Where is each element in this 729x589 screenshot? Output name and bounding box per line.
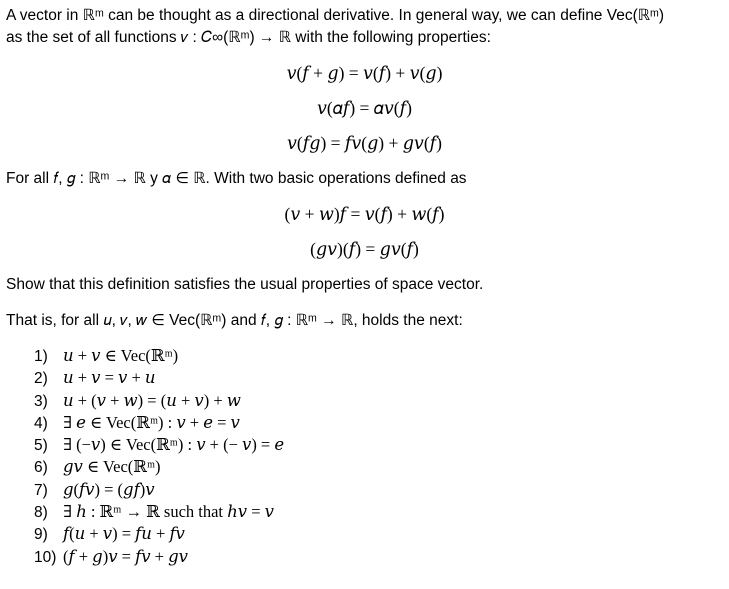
item-formula: 𝑔(𝑓𝑣) = (𝑔𝑓)𝑣 — [63, 479, 155, 499]
operation-scalar: (𝑔𝑣)(𝑓) = 𝑔𝑣(𝑓) — [310, 239, 419, 259]
show-line: Show that this definition satisfies the usual properties of space vector. — [6, 276, 484, 293]
item-formula: 𝑢 + (𝑣 + 𝑤) = (𝑢 + 𝑣) + 𝑤 — [63, 390, 241, 410]
list-item — [34, 523, 284, 545]
list-item — [34, 479, 284, 501]
list-item — [34, 546, 284, 568]
item-number: 5) — [34, 437, 48, 455]
item-number: 10) — [34, 548, 57, 566]
that-is-line: That is, for all 𝑢, 𝑣, 𝑤 ∈ Vec(ℝᵐ) and 𝑓, 𝑔 : ℝᵐ → ℝ, holds the next: — [6, 312, 463, 329]
item-formula: ∃ ℎ : ℝᵐ → ℝ such that ℎ𝑣 = 𝑣 — [63, 502, 274, 522]
list-item — [34, 434, 284, 456]
item-number: 3) — [34, 392, 48, 410]
property-leibniz: 𝑣(𝑓𝑔) = 𝑓𝑣(𝑔) + 𝑔𝑣(𝑓) — [287, 133, 442, 153]
item-formula: 𝑔𝑣 ∈ Vec(ℝᵐ) — [63, 457, 161, 477]
item-formula: ∃ (−𝑣) ∈ Vec(ℝᵐ) : 𝑣 + (− 𝑣) = 𝑒 — [63, 435, 285, 455]
item-formula: ∃ 𝑒 ∈ Vec(ℝᵐ) : 𝑣 + 𝑒 = 𝑣 — [63, 412, 240, 432]
item-number: 8) — [34, 504, 48, 522]
item-formula: (𝑓 + 𝑔)𝑣 = 𝑓𝑣 + 𝑔𝑣 — [63, 546, 188, 566]
list-item — [34, 501, 284, 523]
item-formula: 𝑢 + 𝑣 ∈ Vec(ℝᵐ) — [63, 346, 179, 365]
item-number: 1) — [34, 348, 48, 365]
list-item — [34, 345, 284, 367]
item-number: 2) — [34, 370, 48, 388]
item-number: 7) — [34, 481, 48, 499]
intro-line-1: A vector in ℝᵐ can be thought as a directional derivative. In general way, we can define Vec(ℝᵐ) — [6, 7, 665, 24]
item-number: 4) — [34, 414, 48, 432]
list-item — [34, 367, 284, 389]
for-all-line: For all 𝑓, 𝑔 : ℝᵐ → ℝ y 𝛼 ∈ ℝ. With two basic operations defined as — [6, 170, 467, 187]
axiom-list — [34, 345, 284, 568]
list-item — [34, 390, 284, 412]
operation-sum: (𝑣 + 𝑤)𝑓 = 𝑣(𝑓) + 𝑤(𝑓) — [284, 204, 445, 224]
property-homogeneity: 𝑣(𝛼𝑓) = 𝛼𝑣(𝑓) — [317, 98, 412, 118]
item-formula: 𝑢 + 𝑣 = 𝑣 + 𝑢 — [63, 368, 156, 388]
item-formula: 𝑓(𝑢 + 𝑣) = 𝑓𝑢 + 𝑓𝑣 — [63, 524, 185, 544]
item-number: 6) — [34, 459, 48, 477]
property-additivity: 𝑣(𝑓 + 𝑔) = 𝑣(𝑓) + 𝑣(𝑔) — [286, 63, 443, 83]
intro-line-2: as the set of all functions 𝑣 : 𝐶∞(ℝᵐ) → ℝ with the following properties: — [6, 29, 491, 46]
list-item — [34, 456, 284, 478]
list-item — [34, 412, 284, 434]
item-number: 9) — [34, 526, 48, 544]
